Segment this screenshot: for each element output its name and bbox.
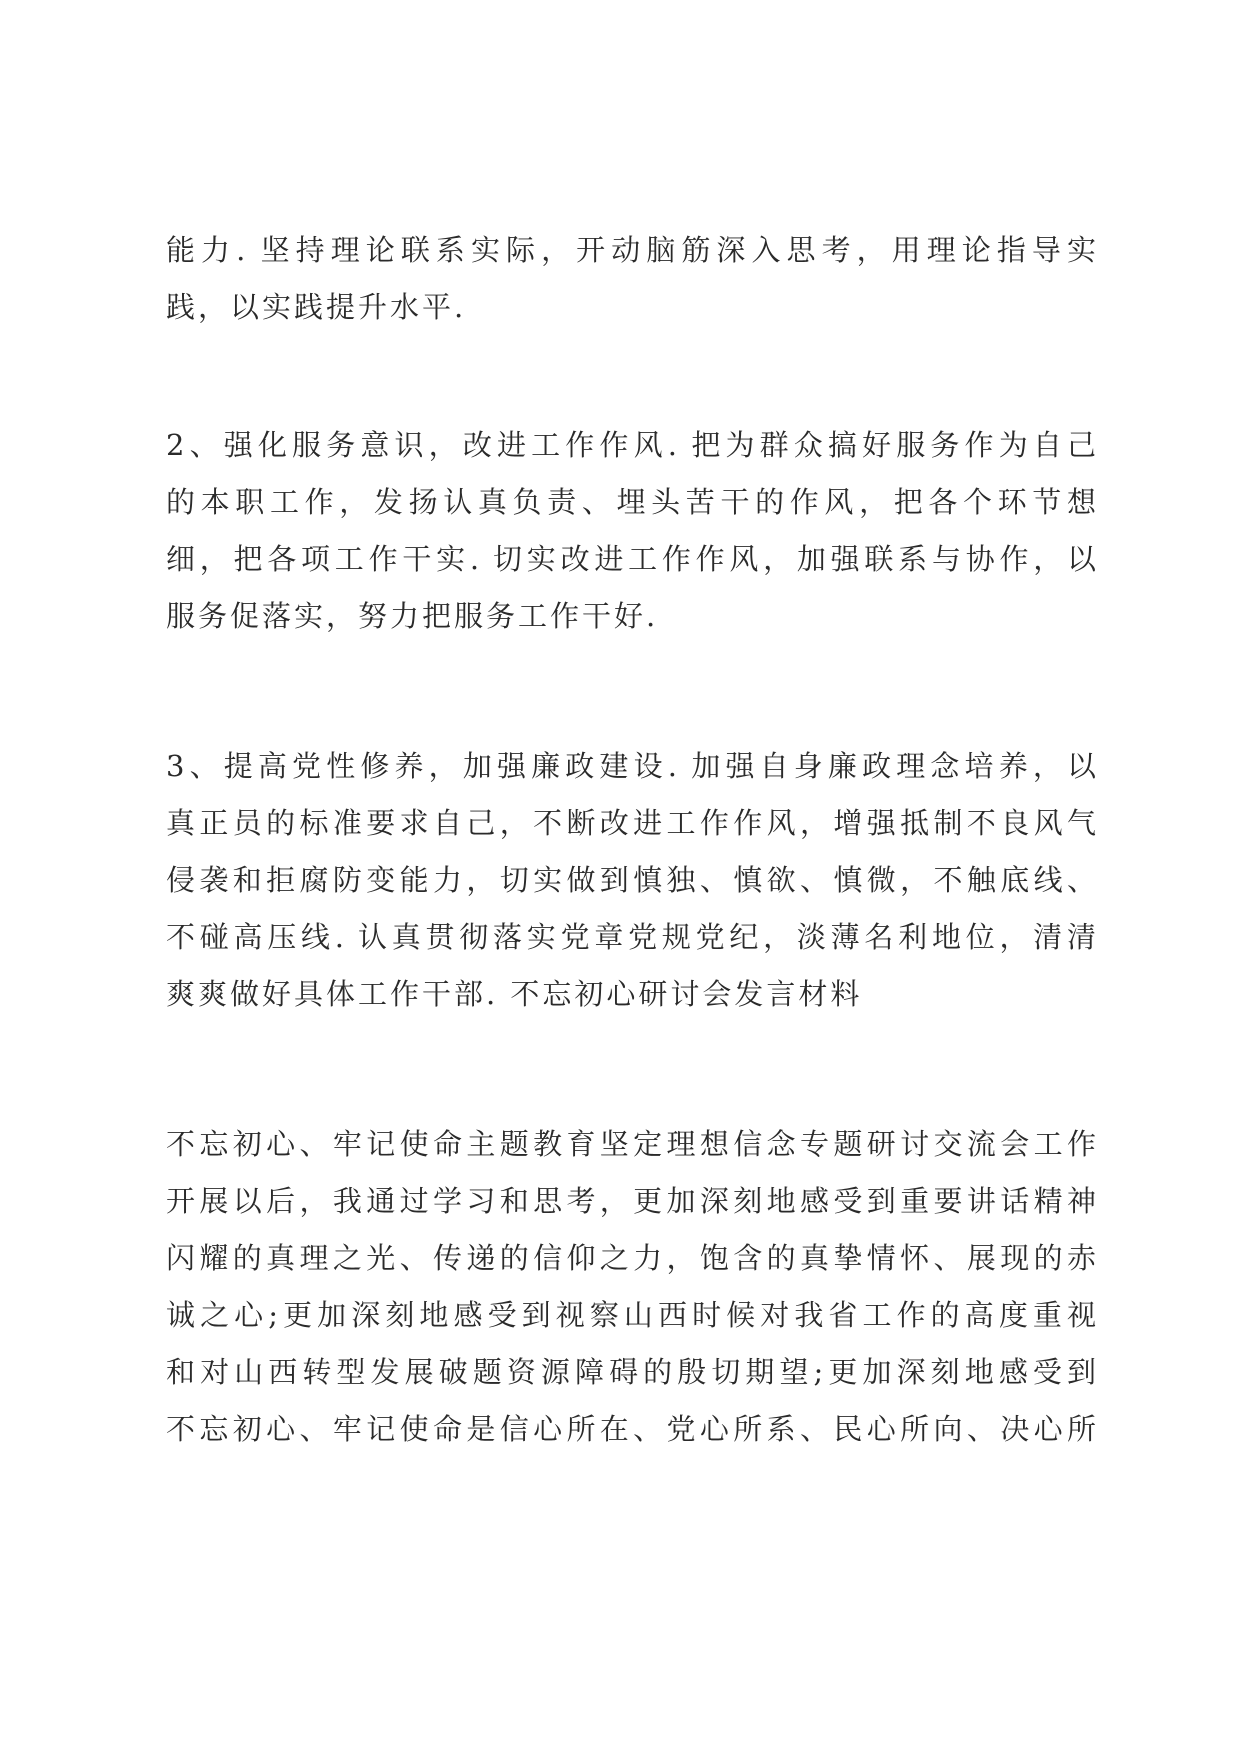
text-line: 践，以实践提升水平. <box>166 290 467 324</box>
text-line: 不碰高压线. 认真贯彻落实党章党规党纪，淡薄名利地位，清清 <box>166 920 1096 954</box>
text-line: 不忘初心、牢记使命是信心所在、党心所系、民心所向、决心所 <box>166 1412 1096 1446</box>
text-line: 开展以后，我通过学习和思考，更加深刻地感受到重要讲话精神 <box>166 1184 1096 1218</box>
text-line: 侵袭和拒腐防变能力，切实做到慎独、慎欲、慎微，不触底线、 <box>166 863 1096 897</box>
text-line: 不忘初心、牢记使命主题教育坚定理想信念专题研讨交流会工作 <box>166 1127 1096 1161</box>
text-line: 能力. 坚持理论联系实际，开动脑筋深入思考，用理论指导实 <box>166 233 1096 267</box>
text-line: 和对山西转型发展破题资源障碍的殷切期望;更加深刻地感受到 <box>166 1355 1096 1389</box>
paragraph-original-aspiration <box>166 1116 1096 1458</box>
text-line: 爽爽做好具体工作干部. 不忘初心研讨会发言材料 <box>166 977 863 1011</box>
paragraph-party-integrity <box>166 738 1096 1023</box>
paragraph-theory-practice <box>166 222 1096 336</box>
text-line: 2、强化服务意识，改进工作作风. 把为群众搞好服务作为自己 <box>166 428 1096 462</box>
text-line: 诚之心;更加深刻地感受到视察山西时候对我省工作的高度重视 <box>166 1298 1096 1332</box>
text-line: 3、提高党性修养，加强廉政建设. 加强自身廉政理念培养，以 <box>166 749 1096 783</box>
text-line: 闪耀的真理之光、传递的信仰之力，饱含的真挚情怀、展现的赤 <box>166 1241 1096 1275</box>
text-line: 细，把各项工作干实. 切实改进工作作风，加强联系与协作，以 <box>166 542 1096 576</box>
paragraph-service-awareness <box>166 417 1096 645</box>
text-line: 真正员的标准要求自己，不断改进工作作风，增强抵制不良风气 <box>166 806 1096 840</box>
text-line: 的本职工作，发扬认真负责、埋头苦干的作风，把各个环节想 <box>166 485 1096 519</box>
text-line: 服务促落实，努力把服务工作干好. <box>166 599 659 633</box>
